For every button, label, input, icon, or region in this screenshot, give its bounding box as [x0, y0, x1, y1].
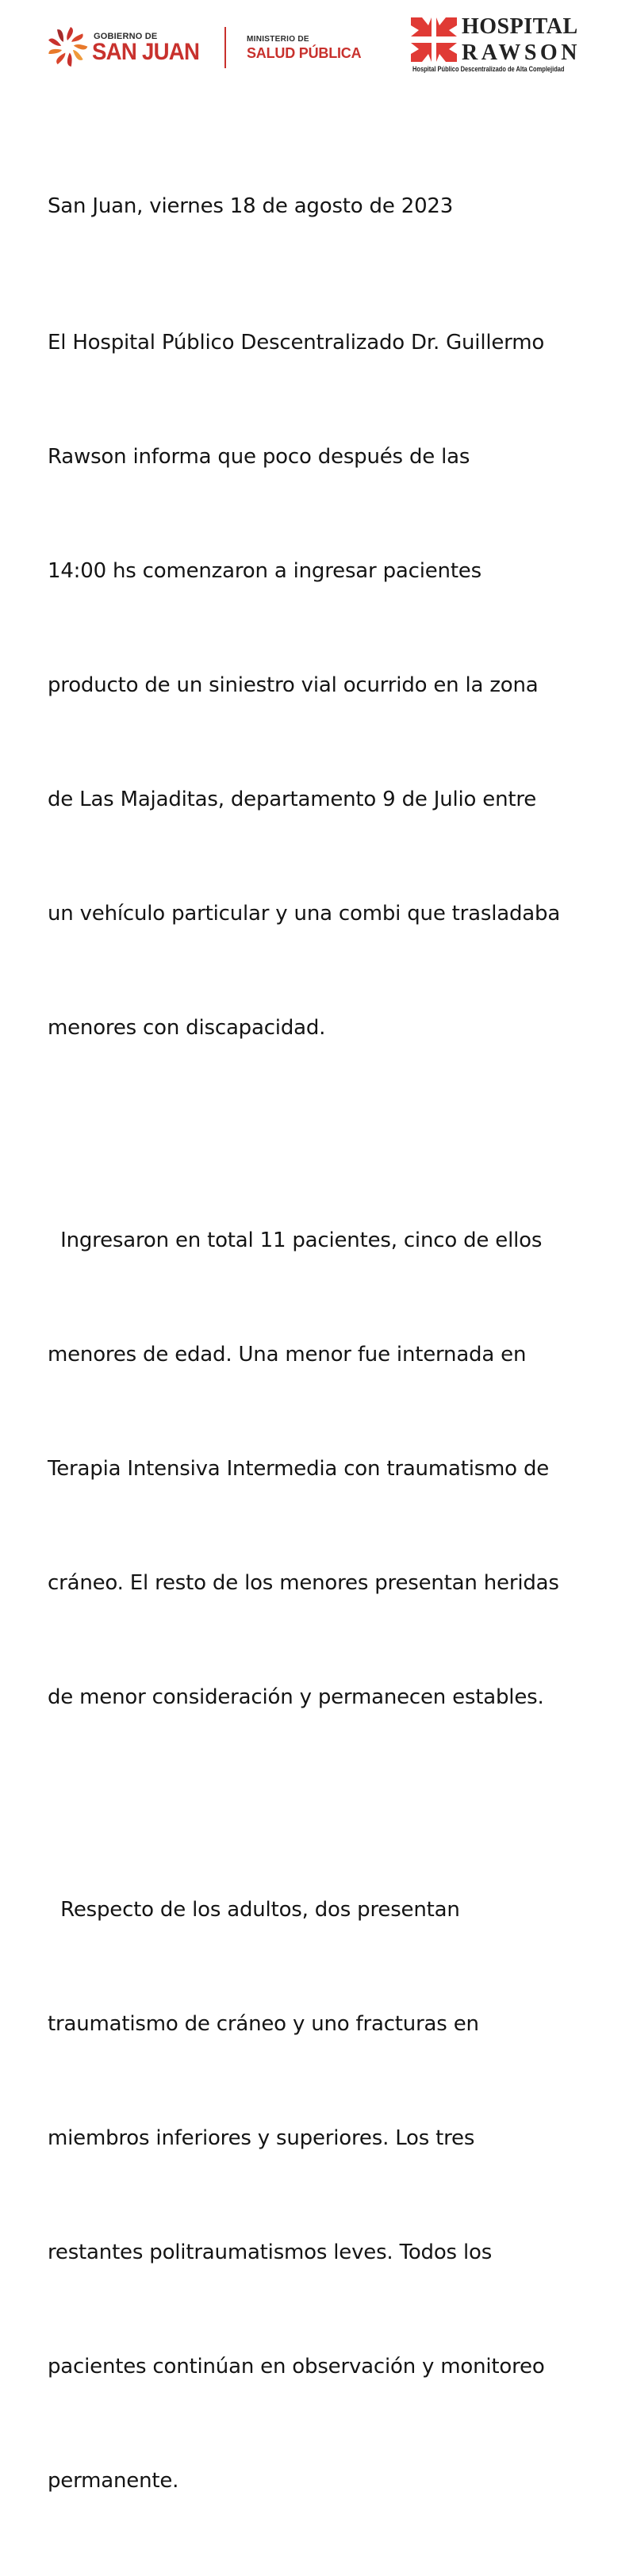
- san-juan-wordmark: SAN JUAN: [92, 39, 200, 65]
- text-line: producto de un siniestro vial ocurrido en la zona: [48, 673, 539, 697]
- text-line: Terapia Intensiva Intermedia con traumatismo de: [48, 1457, 550, 1481]
- rawson-wordmark: RAWSON: [462, 40, 581, 65]
- hospital-rawson-logo: [409, 14, 591, 78]
- sun-flower-icon: [46, 25, 89, 68]
- text-line: Rawson informa que poco después de las: [48, 445, 470, 469]
- text-line: Respecto de los adultos, dos presentan: [48, 1898, 460, 1922]
- press-release-body: [48, 187, 587, 2576]
- text-line: traumatismo de cráneo y uno fracturas en: [48, 2012, 479, 2036]
- hospital-wordmark: HOSPITAL: [462, 14, 578, 39]
- text-line: pacientes continúan en observación y monitoreo: [48, 2355, 545, 2379]
- text-line: miembros inferiores y superiores. Los tres: [48, 2126, 475, 2150]
- text-line: El Hospital Público Descentralizado Dr. Guillermo: [48, 331, 545, 355]
- hospital-subtitle: Hospital Público Descentralizado de Alta Complejidad: [412, 65, 565, 73]
- text-line: Ingresaron en total 11 pacientes, cinco de ellos: [48, 1229, 543, 1252]
- text-line: permanente.: [48, 2469, 179, 2493]
- ministerio-label: MINISTERIO DE: [247, 35, 309, 44]
- text-line: de Las Majaditas, departamento 9 de Julio entre: [48, 788, 537, 811]
- gobierno-label: GOBIERNO DE: [94, 32, 158, 41]
- text-line: restantes politraumatismos leves. Todos los: [48, 2241, 493, 2264]
- letterhead: [0, 0, 633, 87]
- text-line: de menor consideración y permanecen estables.: [48, 1685, 544, 1709]
- gobierno-san-juan-logo: [46, 25, 205, 73]
- text-line: menores con discapacidad.: [48, 1016, 326, 1040]
- text-line: menores de edad. Una menor fue internada en: [48, 1343, 527, 1367]
- paragraph-2: [48, 1145, 587, 1792]
- paragraph-3: [48, 1815, 587, 2576]
- paragraph-1: [48, 247, 587, 1123]
- text-line: un vehículo particular y una combi que trasladaba: [48, 902, 561, 926]
- salud-publica-wordmark: SALUD PÚBLICA: [247, 45, 362, 61]
- hospital-cross-icon: [411, 17, 457, 62]
- text-line: cráneo. El resto de los menores presentan heridas: [48, 1571, 559, 1595]
- logo-divider: [224, 27, 226, 68]
- text-line: 14:00 hs comenzaron a ingresar pacientes: [48, 559, 481, 583]
- ministerio-salud-logo: [247, 35, 361, 62]
- date-line: San Juan, viernes 18 de agosto de 2023: [48, 194, 454, 218]
